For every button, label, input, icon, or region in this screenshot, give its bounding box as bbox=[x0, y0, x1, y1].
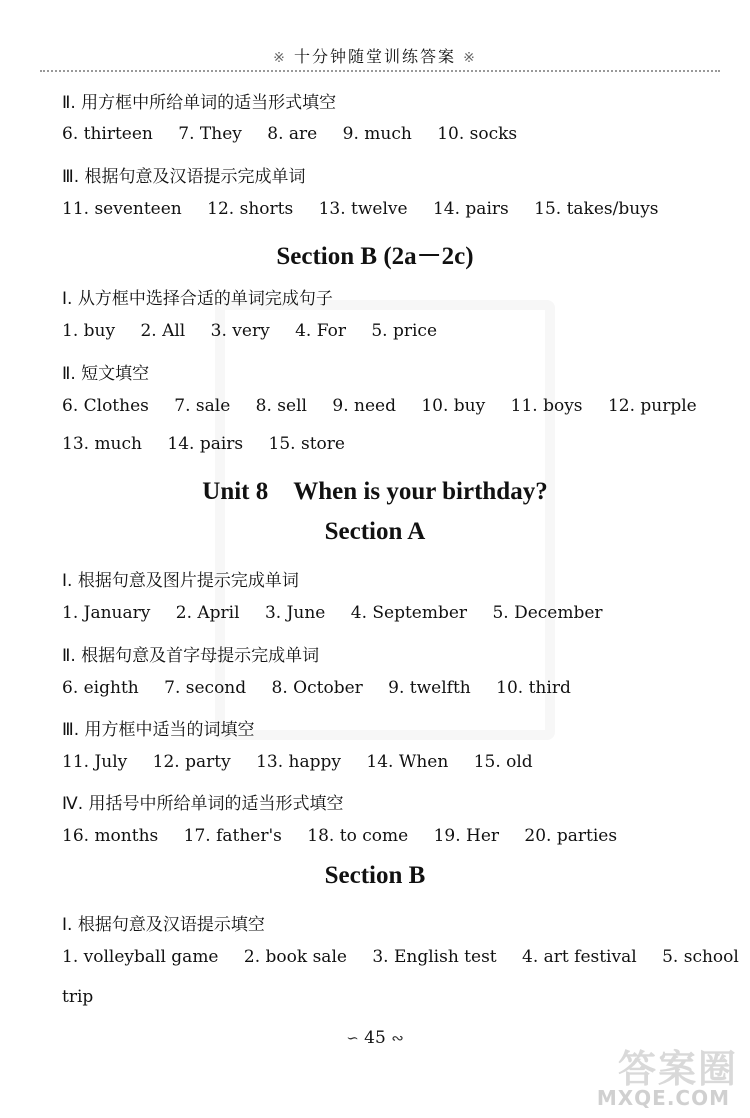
answer-item: 11. July bbox=[62, 752, 128, 772]
header-ornament-right: ※ bbox=[463, 50, 477, 66]
answer-item: 1. volleyball game bbox=[62, 947, 219, 967]
answer-item: 4. art festival bbox=[522, 947, 637, 967]
answer-item: 13. twelve bbox=[318, 199, 408, 219]
answer-item: 4. For bbox=[295, 321, 346, 341]
answer-line bbox=[62, 321, 457, 341]
answer-item: 6. thirteen bbox=[62, 124, 153, 144]
answer-item: 4. September bbox=[350, 603, 468, 623]
page-header bbox=[0, 44, 750, 67]
answer-item: 13. happy bbox=[256, 752, 341, 772]
answer-item: 8. are bbox=[267, 124, 318, 144]
exercise-heading: Ⅰ. 从方框中选择合适的单词完成句子 bbox=[62, 289, 333, 309]
answer-item: 1. buy bbox=[62, 321, 116, 341]
section-title: Section A bbox=[324, 518, 426, 545]
section-title: Section B (2a－2c) bbox=[276, 243, 474, 270]
answer-item: 7. second bbox=[164, 678, 247, 698]
answer-item: 20. parties bbox=[524, 826, 618, 846]
section-title: Section B bbox=[324, 862, 426, 889]
answer-item: 10. buy bbox=[421, 396, 486, 416]
answer-item: 12. shorts bbox=[207, 199, 294, 219]
answer-item: 15. store bbox=[268, 434, 345, 454]
exercise-heading: Ⅱ. 根据句意及首字母提示完成单词 bbox=[62, 646, 320, 666]
exercise-heading: Ⅳ. 用括号中所给单词的适当形式填空 bbox=[62, 794, 344, 814]
answer-line bbox=[62, 826, 637, 846]
exercise-heading: Ⅲ. 用方框中适当的词填空 bbox=[62, 720, 255, 740]
answer-item: 8. sell bbox=[255, 396, 307, 416]
answer-item: 14. pairs bbox=[167, 434, 244, 454]
answer-line bbox=[62, 678, 591, 698]
answer-item: 14. When bbox=[366, 752, 449, 772]
answer-item: 7. sale bbox=[174, 396, 231, 416]
answer-line bbox=[62, 752, 553, 772]
answer-item: 11. seventeen bbox=[62, 199, 182, 219]
answer-item: 10. third bbox=[496, 678, 571, 698]
answer-item: 5. December bbox=[492, 603, 603, 623]
answer-item: 16. months bbox=[62, 826, 159, 846]
answer-item: 14. pairs bbox=[432, 199, 509, 219]
answer-item: 3. English test bbox=[372, 947, 497, 967]
answer-item: 11. boys bbox=[510, 396, 583, 416]
answer-item: 2. All bbox=[140, 321, 186, 341]
answer-item: 2. book sale bbox=[243, 947, 347, 967]
answer-item: 10. socks bbox=[437, 124, 518, 144]
corner-watermark-logo bbox=[598, 1030, 738, 1110]
answer-item: 17. father's bbox=[183, 826, 282, 846]
exercise-heading: Ⅰ. 根据句意及汉语提示填空 bbox=[62, 915, 265, 935]
answer-line bbox=[62, 199, 679, 219]
answer-line bbox=[62, 947, 750, 967]
answer-line bbox=[62, 124, 537, 144]
answer-line bbox=[62, 434, 365, 454]
answer-item: 18. to come bbox=[307, 826, 409, 846]
answer-item: 9. much bbox=[342, 124, 412, 144]
page-ornament-left: ∽ bbox=[346, 1029, 359, 1047]
answer-item: 15. takes/buys bbox=[534, 199, 659, 219]
header-divider bbox=[40, 70, 720, 72]
answer-item: 15. old bbox=[473, 752, 533, 772]
answer-item: 12. party bbox=[152, 752, 231, 772]
answer-line bbox=[62, 396, 717, 416]
exercise-heading: Ⅰ. 根据句意及图片提示完成单词 bbox=[62, 571, 299, 591]
page-number-text: 45 bbox=[364, 1028, 386, 1048]
unit-title: Unit 8 When is your birthday? bbox=[202, 478, 548, 505]
header-title: 十分钟随堂训练答案 bbox=[293, 47, 456, 66]
exercise-heading: Ⅲ. 根据句意及汉语提示完成单词 bbox=[62, 167, 306, 187]
answer-line bbox=[62, 603, 623, 623]
answer-item: 13. much bbox=[62, 434, 142, 454]
answer-item: 6. eighth bbox=[62, 678, 139, 698]
answer-item: 3. very bbox=[210, 321, 270, 341]
answer-item: trip bbox=[62, 987, 94, 1007]
answer-item: 2. April bbox=[175, 603, 240, 623]
header-ornament-left: ※ bbox=[273, 50, 287, 66]
exercise-heading: Ⅱ. 短文填空 bbox=[62, 364, 150, 384]
answer-item: 7. They bbox=[178, 124, 242, 144]
answer-item: 12. purple bbox=[607, 396, 697, 416]
answer-item: 3. June bbox=[264, 603, 326, 623]
answer-item: 5. school bbox=[662, 947, 739, 967]
page-ornament-right: ∾ bbox=[391, 1029, 404, 1047]
answer-item: 8. October bbox=[271, 678, 363, 698]
answer-item: 19. Her bbox=[433, 826, 500, 846]
corner-watermark-text: 答案圈 bbox=[617, 1047, 738, 1091]
answer-item: 1. January bbox=[62, 603, 151, 623]
corner-watermark-url: MXQE.COM bbox=[596, 1086, 730, 1110]
answer-item: 9. twelfth bbox=[388, 678, 471, 698]
answer-item: 5. price bbox=[371, 321, 438, 341]
answer-line bbox=[62, 987, 113, 1007]
answer-item: 6. Clothes bbox=[62, 396, 149, 416]
exercise-heading: Ⅱ. 用方框中所给单词的适当形式填空 bbox=[62, 93, 337, 113]
answer-item: 9. need bbox=[332, 396, 396, 416]
